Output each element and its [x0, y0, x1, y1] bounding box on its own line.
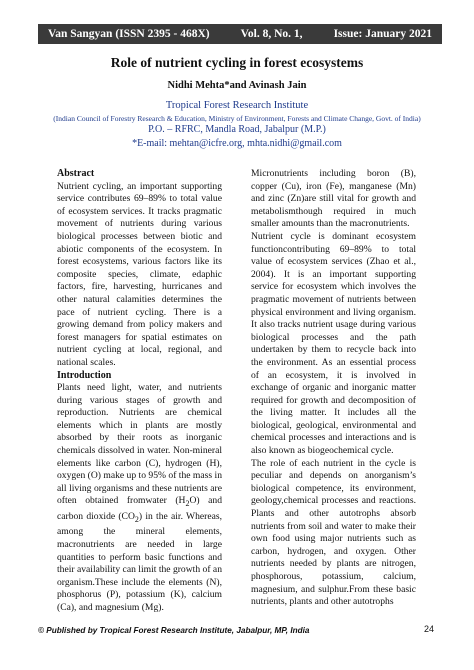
- introduction-paragraph-1: Plants need light, water, and nutrients during various stages of growth and reproduction. Nutrients are chemical elements which in plants are mostly absorbed by their roots as inorganic chemicals dissolved in water. Non-mineral elements like carbon (C), hydrogen (H), oxygen (O) make up to 95% of the mass in all living organisms and these nutrients are often obtained fromwater $(H_2O)$ and carbon dioxide $(CO_2)$ in the air. Whereas, among the mineral elements, macronutrients are needed in large quantities to perform basic functions and their availability can limit the growth of an organism.These include the elements (N), phosphorus (P), potassium (K), calcium (Ca), and magnesium (Mg).: [57, 382, 222, 613]
- paper-title: Role of nutrient cycling in forest ecosystems: [110, 55, 364, 70]
- affiliation-council: (Indian Council of Forestry Research & Education, Ministry of Environment, Forests and Climate Change, Govt. of India): [53, 114, 421, 123]
- volume-number: Vol. 8, No. 1,: [240, 28, 303, 40]
- introduction-paragraph-4: The role of each nutrient in the cycle is peculiar and depends on anorganism’s biological competence, its environment, geology,chemical processes and reactions. Plants and other autotrophs absorb nutrients from soil and water to make their own food using major nutrients such as carbon, hydrogen, and oxygen. Other nutrients needed by plants are nitrogen, phosphorous, potassium, calcium, magnesium, and sulphur.From these basic nutrients, plants and other autotrophs: [251, 457, 416, 608]
- affiliation-email: *E-mail: mehtan@icfre.org, mhta.nidhi@gmail.com: [132, 138, 342, 149]
- left-column: [57, 168, 222, 615]
- footer-copyright: © Published by Tropical Forest Research Institute, Jabalpur, MP, India: [38, 626, 310, 635]
- introduction-paragraph-3: Nutrient cycle is dominant ecosystem functioncontributing 69–89% to total value of ecosystem services (Zhao et al., 2004). It is an important supporting service for ecosystem which involves the pragmatic movement of nutrients between physical environment and living organism. It also tracks nutrient usage during various biological processes and the path undertaken by them to recycle back into the environment. As an essential process of an ecosystem, it is involved in exchange of organic and inorganic matter required for growth and decomposition of the living matter. It includes all the biological, geological, environmental and chemical processes and interactions and is also known as biogeochemical cycle.: [251, 230, 416, 457]
- page-number: 24: [424, 624, 435, 634]
- affiliation-address: P.O. – RFRC, Mandla Road, Jabalpur (M.P.): [148, 124, 326, 135]
- journal-header-band: [38, 24, 442, 44]
- introduction-paragraph-2: Micronutrients including boron (B), copper (Cu), iron (Fe), manganese (Mn) and zinc (Zn)are still vital for growth and metabolismthough required in much smaller amounts than the macronutrients.: [251, 168, 416, 230]
- affiliation-institute: Tropical Forest Research Institute: [165, 100, 309, 111]
- introduction-heading: Introduction: [57, 369, 112, 381]
- abstract-heading: Abstract: [57, 168, 95, 179]
- abstract-text: Nutrient cycling, an important supporting service contributes 69–89% to total value of ecosystem services. It tracks pragmatic movement of nutrients during various biological processes between biotic and abiotic components of the ecosystem. In forest ecosystems, various factors like its composite species, climate, edaphic factors, fire, harvesting, hurricanes and other natural calamities determines the pace of nutrient cycling. There is a growing demand from policy makers and forest managers for spatial estimates on nutrient cycling at local, regional, and national scales.: [57, 180, 222, 368]
- journal-name: Van Sangyan (ISSN 2395 - 468X): [48, 28, 210, 40]
- right-column: [251, 168, 416, 609]
- issue-date: Issue: January 2021: [333, 28, 432, 40]
- paper-authors: Nidhi Mehta*and Avinash Jain: [167, 80, 307, 91]
